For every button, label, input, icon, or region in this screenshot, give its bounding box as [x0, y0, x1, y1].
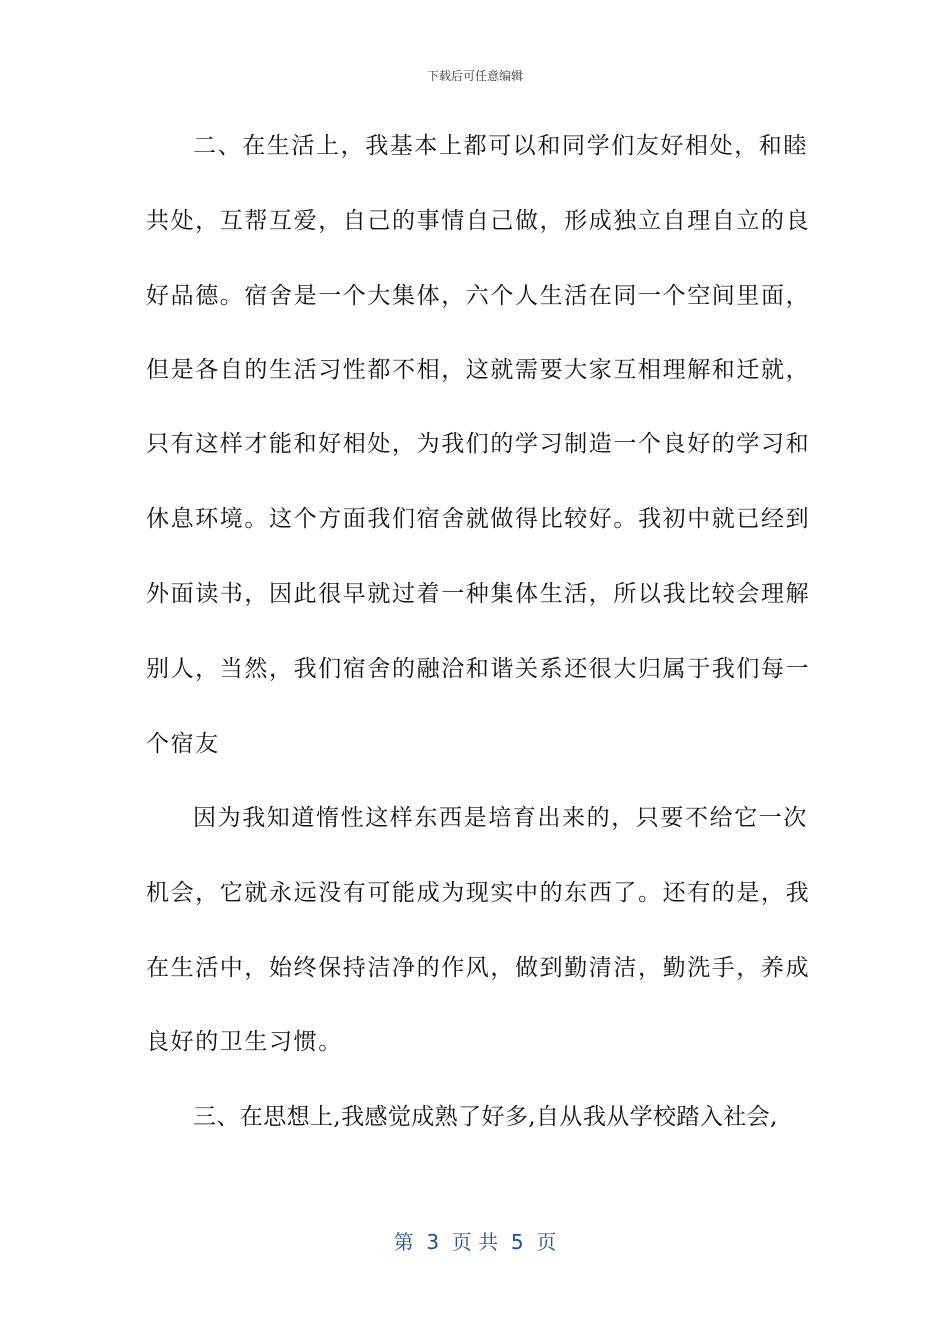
paragraph-line: 但是各自的生活习性都不相，这就需要大家互相理解和迁就， [146, 357, 811, 383]
paragraph-line: 个宿友 [146, 731, 220, 757]
paragraph-line: 三、在思想上,我感觉成熟了好多,自从我从学校踏入社会, [193, 1104, 778, 1130]
paragraph-line: 好品德。宿舍是一个大集体，六个人生活在同一个空间里面， [146, 283, 811, 309]
paragraph-line: 在生活中，始终保持洁净的作风，做到勤清洁，勤洗手，养成 [146, 955, 811, 981]
paragraph-line: 因为我知道惰性这样东西是培育出来的，只要不给它一次 [193, 805, 808, 831]
page-number-footer: 第 3 页 共 5 页 [393, 1230, 557, 1254]
paragraph-line: 二、在生活上，我基本上都可以和同学们友好相处，和睦 [193, 133, 808, 159]
paragraph-line: 共处，互帮互爱，自己的事情自己做，形成独立自理自立的良 [146, 208, 811, 234]
paragraph-line: 只有这样才能和好相处，为我们的学习制造一个良好的学习和 [146, 431, 811, 457]
paragraph-line: 别人，当然，我们宿舍的融洽和谐关系还很大归属于我们每一 [146, 656, 811, 682]
paragraph-line: 机会，它就永远没有可能成为现实中的东西了。还有的是，我 [146, 880, 811, 906]
paragraph-line: 休息环境。这个方面我们宿舍就做得比较好。我初中就已经到 [146, 506, 811, 532]
paragraph-line: 外面读书，因此很早就过着一种集体生活，所以我比较会理解 [146, 581, 811, 607]
header-note: 下载后可任意编辑 [426, 69, 523, 83]
paragraph-line: 良好的卫生习惯。 [146, 1029, 343, 1055]
